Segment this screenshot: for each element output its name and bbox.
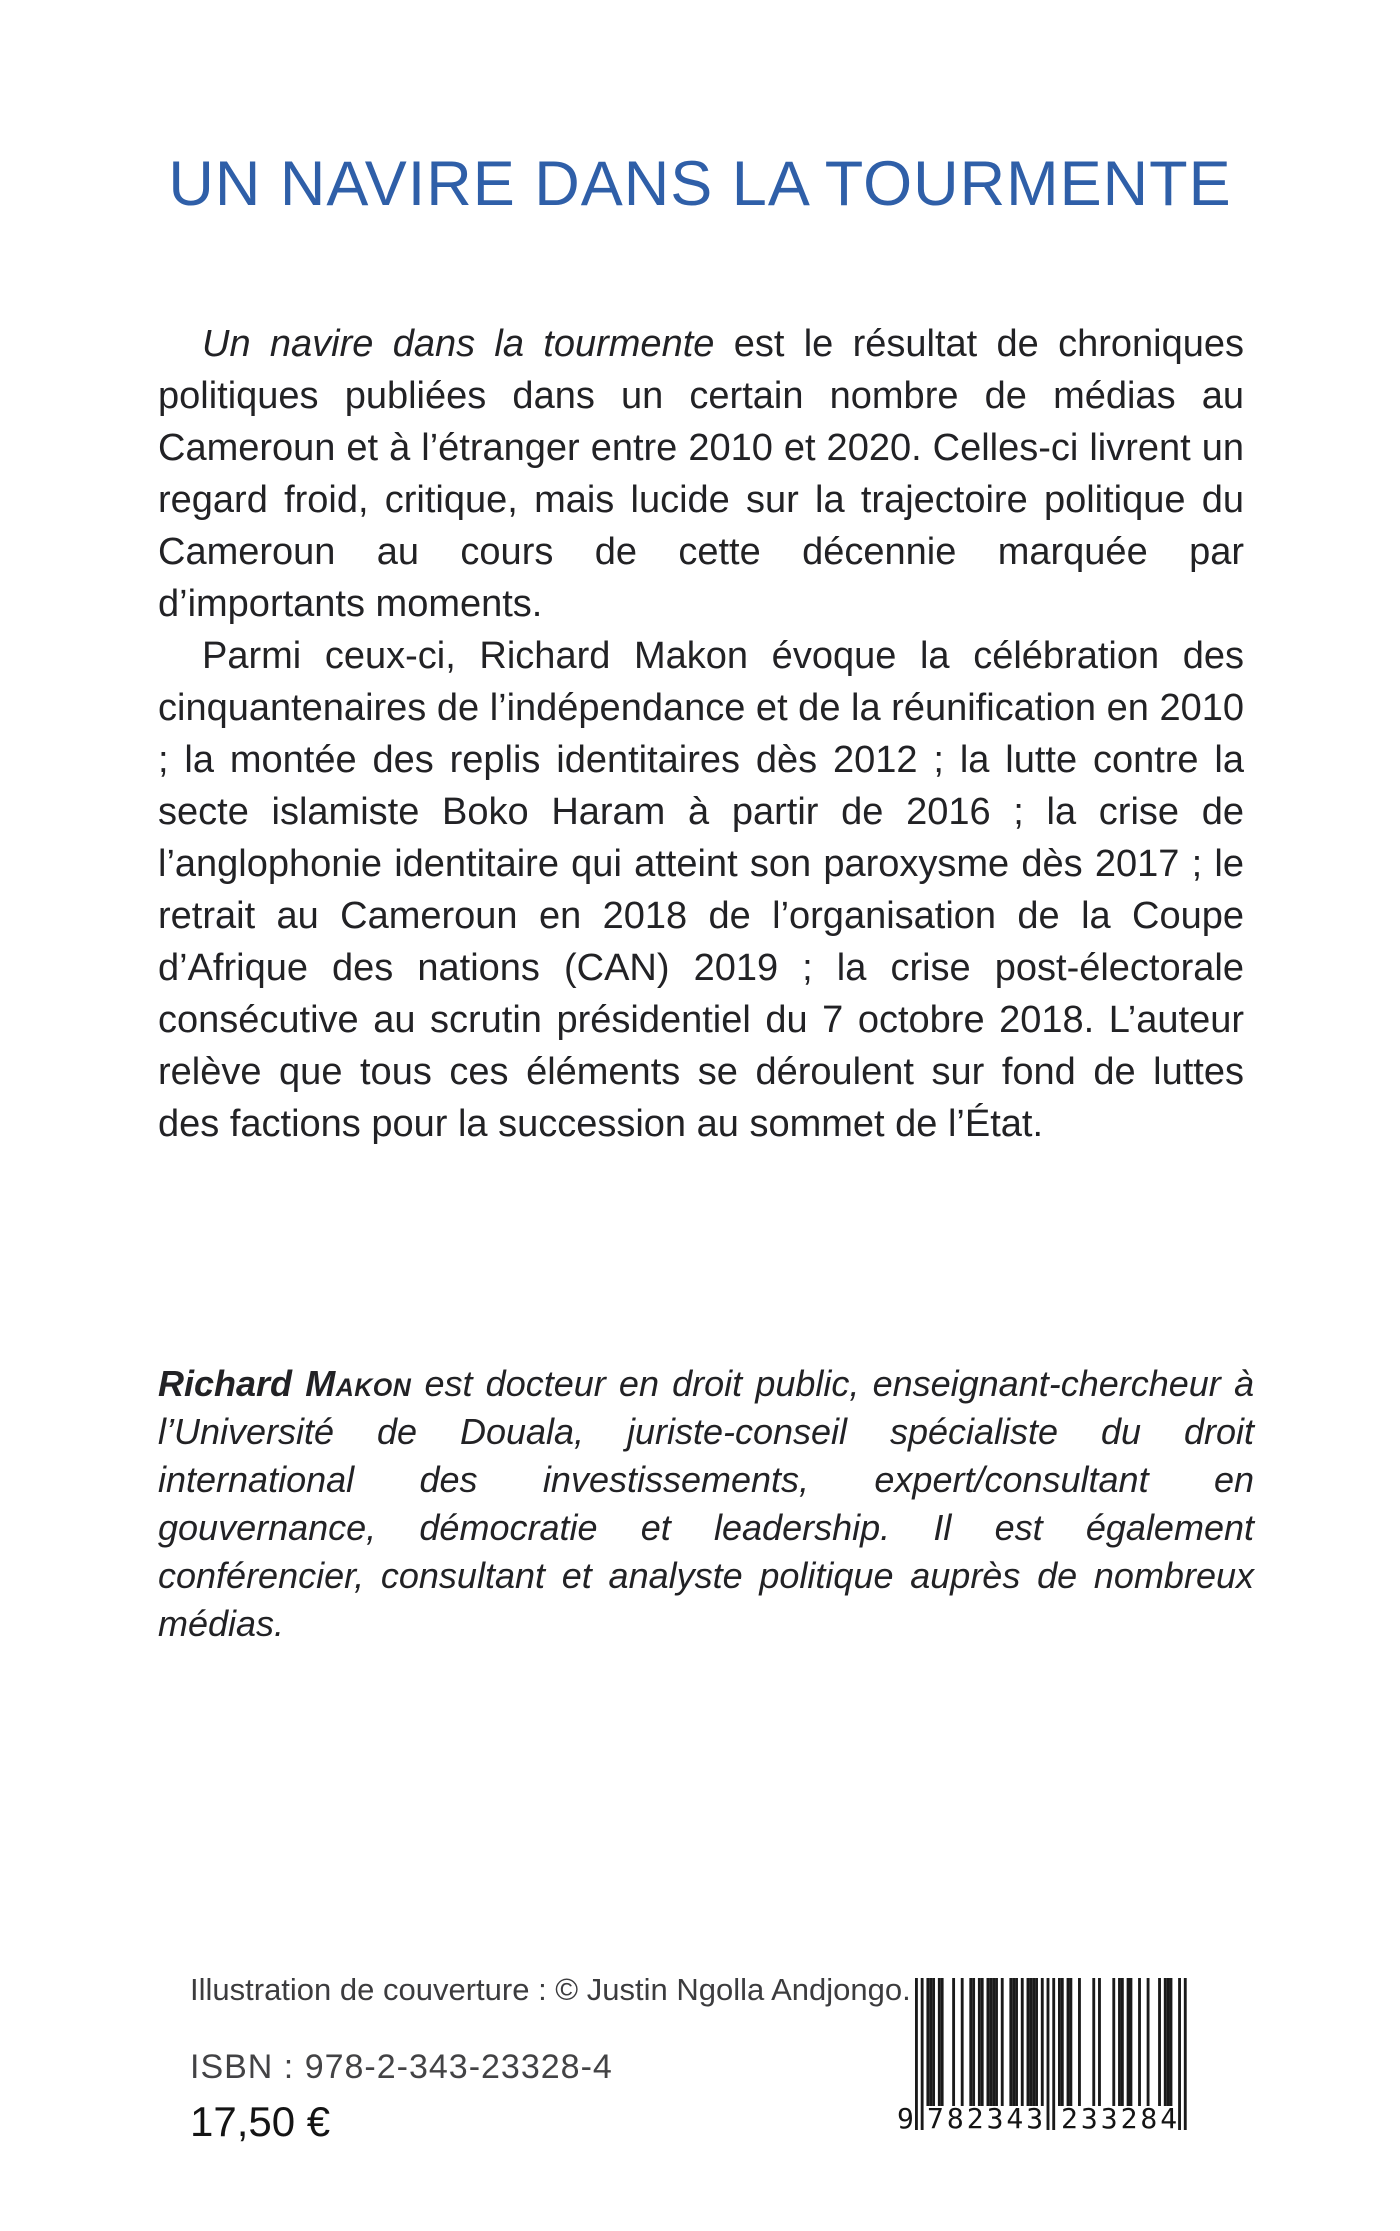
author-first-name: Richard xyxy=(158,1363,306,1404)
author-bio-text: est docteur en droit public, enseignant-chercheur à l’Université de Douala, juriste-conseil spécialiste du droit international des investissements, expert/consultant en gouvernance, démocratie et leadership. Il est également conférencier, consultant et analyste politique auprès de nombreux médias. xyxy=(158,1363,1254,1644)
illustration-credit: Illustration de couverture : © Justin Ngolla Andjongo. xyxy=(190,1972,911,2007)
synopsis-paragraph-1 xyxy=(158,318,1244,630)
isbn-text: ISBN : 978-2-343-23328-4 xyxy=(190,2048,613,2086)
barcode xyxy=(897,1978,1197,2142)
author-last-name: Makon xyxy=(305,1363,412,1404)
book-title-inline-italic: Un navire dans la tourmente xyxy=(202,323,715,365)
book-title: UN NAVIRE DANS LA TOURMENTE xyxy=(168,149,1232,219)
barcode-digits-left: 782343 xyxy=(927,2102,1047,2135)
synopsis-paragraph-1-text: est le résultat de chroniques politiques publiées dans un certain nombre de médias au Cameroun et à l’étranger entre 2010 et 2020. Celles-ci livrent un regard froid, critique, mais lucide sur la trajectoire politique du Cameroun au cours de cette décennie marquée par d’importants moments. xyxy=(158,323,1244,625)
price-text: 17,50 € xyxy=(190,2098,331,2145)
author-bio-paragraph xyxy=(158,1360,1254,1648)
barcode-digits-right: 233284 xyxy=(1061,2102,1181,2135)
author-bio xyxy=(158,1360,1254,1648)
barcode-digit-first: 9 xyxy=(897,2102,914,2135)
synopsis-paragraph-2: Parmi ceux-ci, Richard Makon évoque la célébration des cinquantenaires de l’indépendance et de la réunification en 2010 ; la montée des replis identitaires dès 2012 ; la lutte contre la secte islamiste Boko Haram à partir de 2016 ; la crise de l’anglophonie identitaire qui atteint son paroxysme dès 2017 ; le retrait au Cameroun en 2018 de l’organisation de la Coupe d’Afrique des nations (CAN) 2019 ; la crise post-électorale consécutive au scrutin présidentiel du 7 octobre 2018. L’auteur relève que tous ces éléments se déroulent sur fond de luttes des factions pour la succession au sommet de l’État. xyxy=(158,635,1244,1145)
synopsis xyxy=(158,318,1244,1150)
